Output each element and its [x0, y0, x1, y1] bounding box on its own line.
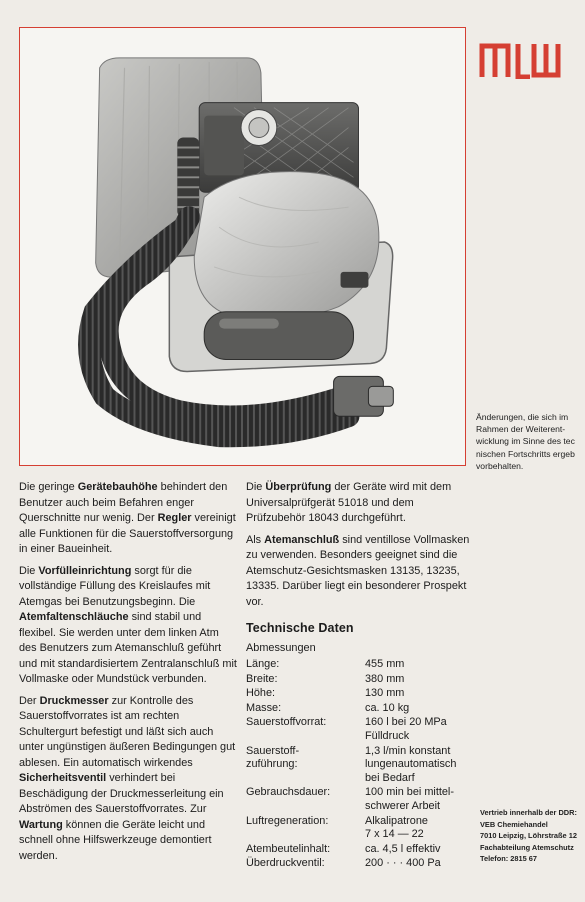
tech-data-row	[246, 687, 456, 702]
tech-data-heading: Technische Daten	[246, 621, 354, 635]
tech-data-label: Höhe:	[246, 687, 276, 700]
bold-term: Sicherheitsventil	[19, 772, 107, 784]
bold-term: Gerätebauhöhe	[77, 481, 158, 493]
paragraph: Als Atemanschluß sind ventillose Vollmasken zu verwenden. Besonders geeignet sind die Atemschutz-Gesichtsmasken 13135, 13235, 13335. Darüber liegt ein besonderer Prospekt vor.	[246, 533, 470, 608]
company-phone: Telefon: 2815 67	[480, 854, 537, 863]
tech-data-row	[246, 658, 456, 673]
tech-data-value: 200 · · · 400 Pa	[365, 857, 441, 870]
paragraph: Der Druckmesser zur Kontrolle des Sauerstoffvorrates ist am rechten Schultergurt befestigt und läßt sich auch unter ungünstigen äußeren Bedingungen gut ablesen. Ein automatisch wirkendes Sicherheitsventil verhindert bei Beschädigung der Druckmesserleitung ein Abströmen des Sauerstoffvorrates. Zur Wartung können die Geräte leicht und schnell ohne Hilfswerkzeuge demontiert werden.	[19, 694, 236, 862]
bold-term: Druckmesser	[39, 694, 109, 707]
paragraph: Die Überprüfung der Geräte wird mit dem Universalprüfgerät 51018 und dem Prüfzubehör 18043 durchgeführt.	[246, 481, 452, 524]
tech-data-label: Gebrauchsdauer:	[246, 786, 331, 799]
tech-data-label: Breite:	[246, 672, 278, 685]
tech-data-row	[246, 815, 456, 843]
changes-notice	[476, 411, 585, 472]
tech-data-row	[246, 786, 456, 814]
tech-data-label: Sauerstoffvorrat:	[246, 716, 327, 729]
description-left-column	[19, 480, 237, 870]
tech-data-row	[246, 702, 456, 717]
tech-data-value: 130 mm	[365, 687, 405, 700]
notice-line: nischen Fortschritts ergeb	[476, 448, 575, 459]
company-address: 7010 Leipzig, Löhrstraße 12	[480, 831, 577, 840]
tech-data-label: Sauerstoff- zuführung:	[246, 744, 300, 771]
notice-line: Rahmen der Weiterent-	[476, 424, 566, 435]
distribution-info	[480, 807, 585, 865]
tech-data-value: ca. 4,5 l effektiv	[365, 842, 441, 855]
tech-data-row	[246, 673, 456, 688]
description-right-column	[246, 480, 474, 872]
tech-data-value: Alkalipatrone 7 x 14 — 22	[365, 814, 428, 841]
dimensions-subheading: Abmessungen	[246, 641, 316, 654]
tech-data-label: Masse:	[246, 701, 282, 714]
product-photo-frame	[19, 27, 466, 466]
tech-data-row	[246, 716, 456, 744]
tech-data-value: 455 mm	[365, 658, 405, 670]
bold-term: Vorfülleinrichtung	[38, 564, 132, 577]
tech-data-table	[246, 658, 456, 872]
company-department: Fachabteilung Atemschutz	[480, 842, 574, 852]
bold-term: Atemfaltenschläuche	[19, 611, 129, 623]
tech-data-value: 160 l bei 20 MPa Fülldruck	[365, 716, 447, 742]
bold-term: Überprüfung	[265, 481, 332, 493]
paragraph: Die geringe Gerätebauhöhe behindert den Benutzer auch beim Befahren enger Querschnitte nur wenig. Der Regler vereinigt alle Funktionen für die Sauerstoffversorgung in einer Baueinheit.	[19, 481, 236, 555]
notice-line: Änderungen, die sich im	[476, 412, 569, 422]
notice-line: vorbehalten.	[476, 460, 524, 471]
notice-line: wicklung im Sinne des tec	[476, 436, 575, 447]
bold-term: Wartung	[19, 818, 63, 831]
paragraph: Die Vorfülleinrichtung sorgt für die vollständige Füllung des Kreislaufes mit Atemgas bei Benutzungsbeginn. Die Atemfaltenschläuche sind stabil und flexibel. Sie werden unter dem linken Atm des Benutzers zum Atemanschluß geführt und mit standardisiertem Zentralanschluß mit Vollmaske oder Mundstück verbunden.	[19, 564, 237, 685]
tech-data-label: Überdruckventil:	[246, 857, 325, 870]
company-name: VEB Chemiehandel	[480, 819, 548, 829]
breathing-apparatus-photo	[20, 28, 465, 465]
tech-data-row	[246, 843, 456, 858]
tech-data-value: 380 mm	[365, 672, 405, 685]
distribution-heading: Vertrieb innerhalb der DDR:	[480, 808, 577, 817]
tech-data-value: ca. 10 kg	[365, 701, 410, 714]
tech-data-value: 1,3 l/min konstant lungenautomatisch bei Bedarf	[365, 744, 457, 784]
bold-term: Regler	[157, 512, 192, 524]
tech-data-row	[246, 857, 456, 872]
tech-data-label: Luftregeneration:	[246, 814, 329, 827]
tech-data-label: Atembeutelinhalt:	[246, 842, 331, 855]
tech-data-label: Länge:	[246, 658, 280, 670]
mlw-logo	[478, 41, 572, 79]
tech-data-value: 100 min bei mittel- schwerer Arbeit	[365, 786, 454, 812]
bold-term: Atemanschluß	[264, 533, 340, 546]
tech-data-row	[246, 745, 456, 787]
